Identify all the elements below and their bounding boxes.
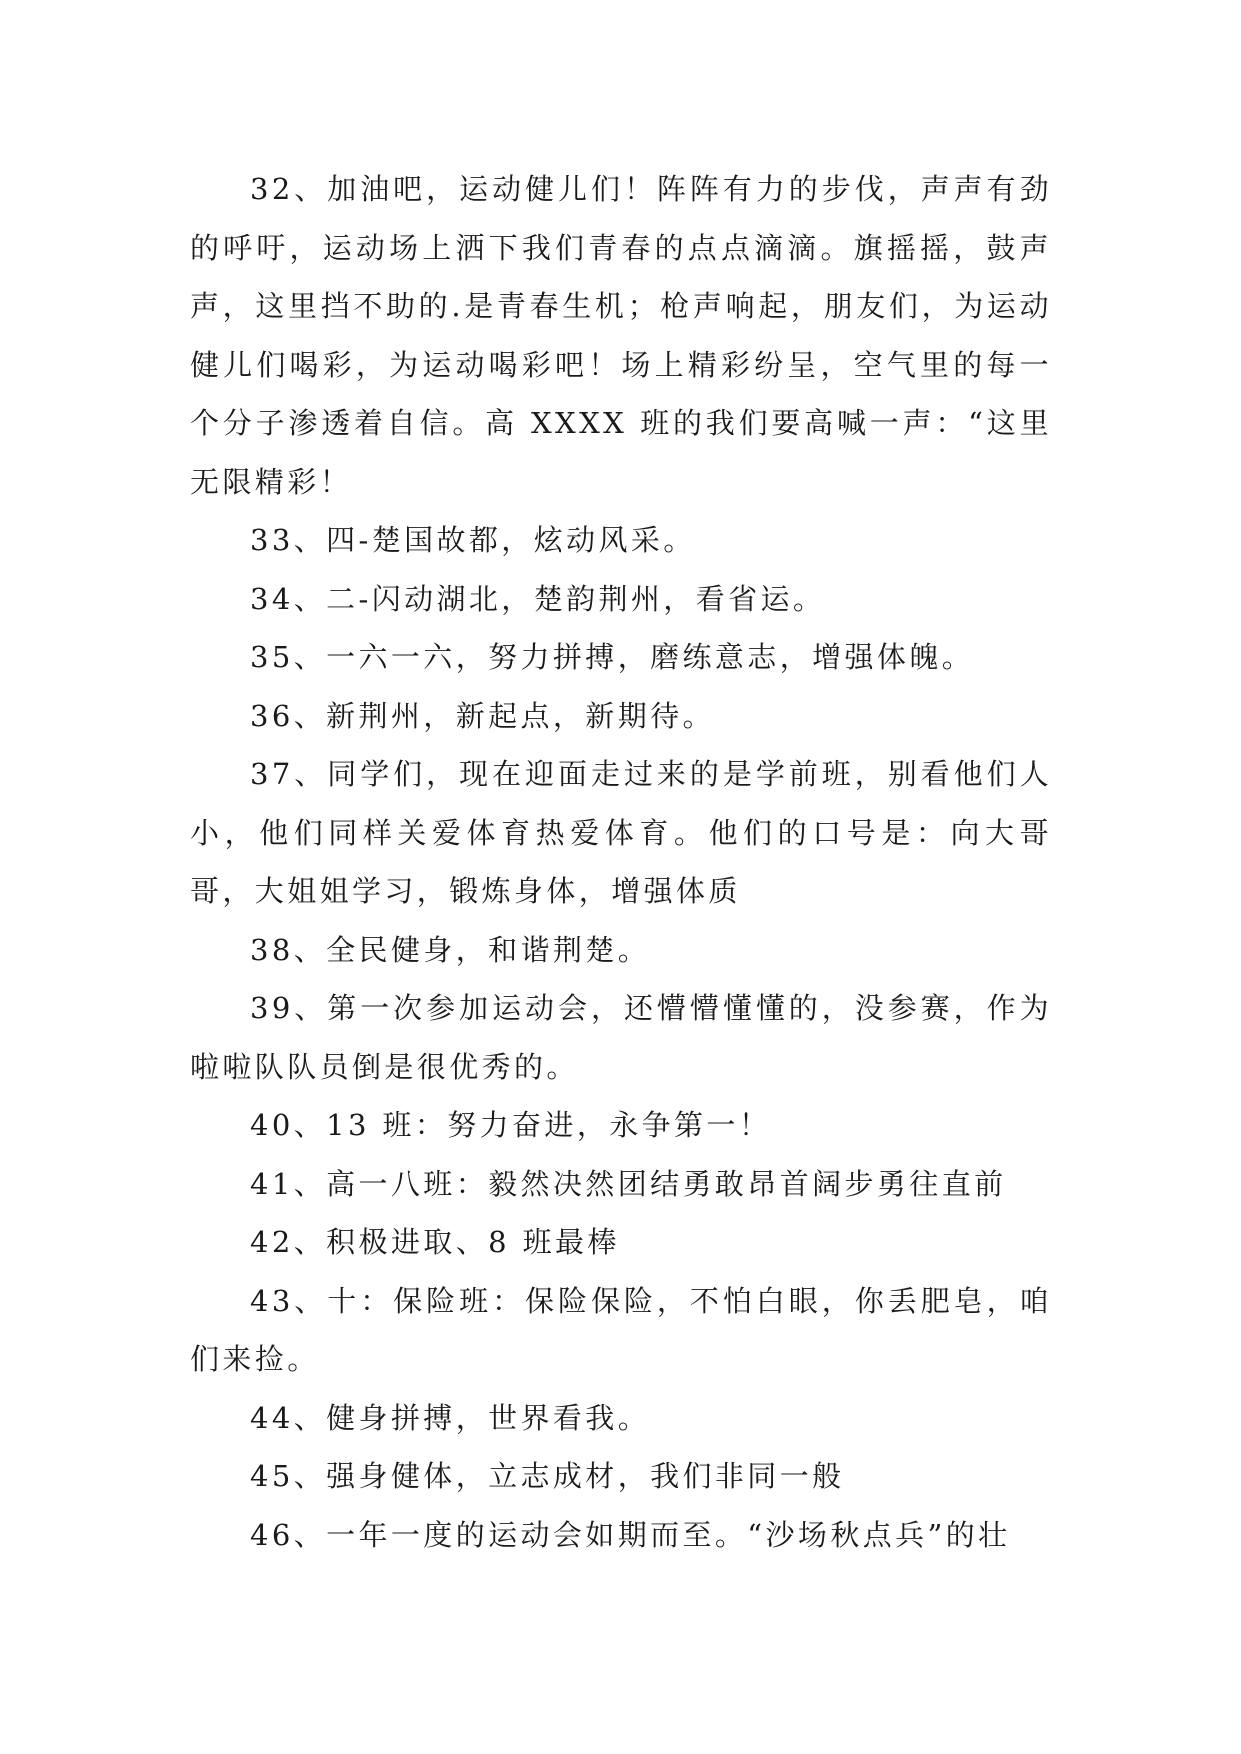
paragraph-37: 37、同学们，现在迎面走过来的是学前班，别看他们人小，他们同样关爱体育热爱体育。他们的口号是：向大哥哥，大姐姐学习，锻炼身体，增强体质 [190,757,1052,908]
paragraph-34: 34、二-闪动湖北，楚韵荆州，看省运。 [250,581,826,616]
paragraph-38: 38、全民健身，和谐荆楚。 [250,932,651,967]
paragraph-42: 42、积极进取、8 班最棒 [250,1225,620,1259]
paragraph-46: 46、一年一度的运动会如期而至。“沙场秋点兵”的壮 [250,1517,1011,1552]
paragraph-40: 40、13 班：努力奋进，永争第一！ [250,1108,772,1142]
paragraph-33: 33、四-楚国故都，炫动风采。 [250,523,696,557]
paragraph-39: 39、第一次参加运动会，还懵懵懂懂的，没参赛，作为啦啦队队员倒是很优秀的。 [190,991,1052,1084]
paragraph-32: 32、加油吧，运动健儿们！阵阵有力的步伐，声声有劲的呼吁，运动场上洒下我们青春的点点滴滴。旗摇摇，鼓声声，这里挡不助的.是青春生机；枪声响起，朋友们，为运动健儿们喝彩，为运动喝彩吧！场上精彩纷呈，空气里的每一个分子渗透着自信。高 XXXX 班的我们要高喊一声：“这里无限精彩！ [190,172,1052,499]
paragraph-44: 44、健身拼搏，世界看我。 [250,1400,651,1435]
paragraph-45: 45、强身健体，立志成材，我们非同一般 [250,1459,845,1493]
document-body [190,160,1052,1564]
paragraph-43: 43、十：保险班：保险保险，不怕白眼，你丢肥皂，咱们来捡。 [190,1283,1052,1376]
paragraph-41: 41、高一八班：毅然决然团结勇敢昂首阔步勇往直前 [250,1166,1007,1201]
paragraph-35: 35、一六一六，努力拼搏，磨练意志，增强体魄。 [250,640,975,674]
paragraph-36: 36、新荆州，新起点，新期待。 [250,698,715,733]
